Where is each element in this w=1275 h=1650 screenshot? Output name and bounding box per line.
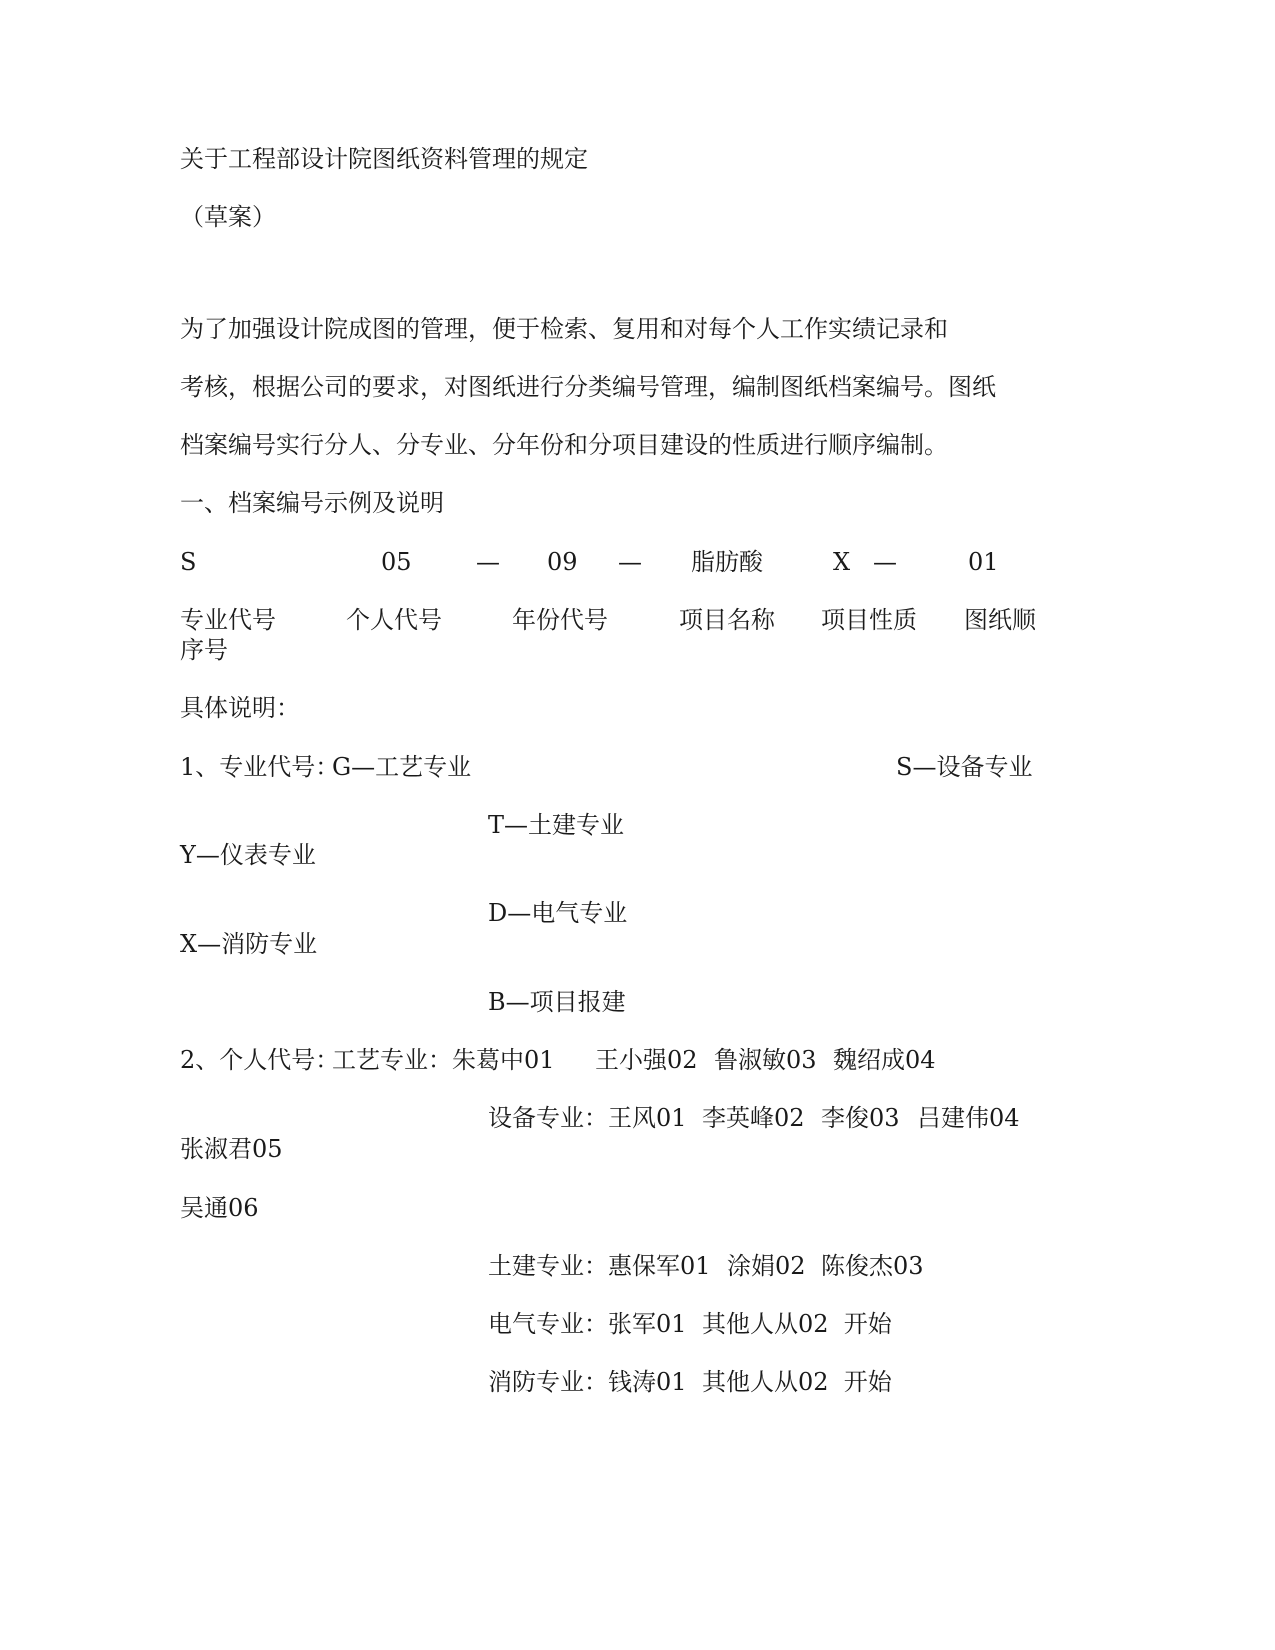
specialty-item-b: B—项目报建 [488,988,626,1016]
section1-heading: 一、档案编号示例及说明 [180,489,444,517]
intro-line-1: 为了加强设计院成图的管理，便于检索、复用和对每个人工作实绩记录和 [180,315,948,343]
specialty-prefix: 1、专业代号： [180,753,340,781]
process-person-2: 王小强02 [595,1046,698,1074]
personal-prefix: 2、个人代号： [180,1046,340,1074]
code-part-project: 脂肪酸 [691,548,763,576]
process-label: 工艺专业： [332,1046,452,1074]
code-label-year: 年份代号 [512,606,608,634]
civil-person-2: 涂娟02 [727,1252,806,1280]
electrical-person-1: 张军01 [608,1310,687,1338]
equipment-person-2: 李英峰02 [702,1104,805,1132]
code-part-person: 05 [381,548,412,576]
equipment-person-5: 张淑君05 [180,1135,283,1163]
electrical-others: 其他人从02 开始 [702,1310,892,1338]
civil-label: 土建专业： [488,1252,608,1280]
specialty-item-t: T—土建专业 [488,811,625,839]
equipment-person-4: 吕建伟04 [917,1104,1020,1132]
fire-others: 其他人从02 开始 [702,1368,892,1396]
document-subtitle: （草案） [180,203,276,231]
details-heading: 具体说明： [180,694,300,722]
document-title: 关于工程部设计院图纸资料管理的规定 [180,145,588,173]
intro-line-2: 考核，根据公司的要求，对图纸进行分类编号管理，编制图纸档案编号。图纸 [180,373,996,401]
code-label-specialty: 专业代号 [180,606,276,634]
specialty-item-g: G—工艺专业 [332,753,472,781]
code-part-nature: X [833,548,851,576]
code-label-seq-cont: 序号 [180,636,228,664]
equipment-label: 设备专业： [488,1104,608,1132]
electrical-label: 电气专业： [488,1310,608,1338]
specialty-item-s: S—设备专业 [896,753,1033,781]
code-label-nature: 项目性质 [821,606,917,634]
process-person-1: 朱葛中01 [452,1046,555,1074]
equipment-person-1: 王风01 [608,1104,687,1132]
code-label-project: 项目名称 [679,606,775,634]
civil-person-1: 惠保军01 [608,1252,711,1280]
specialty-item-y: Y—仪表专业 [180,841,316,869]
code-dash-2: — [618,548,642,576]
fire-label: 消防专业： [488,1368,608,1396]
intro-line-3: 档案编号实行分人、分专业、分年份和分项目建设的性质进行顺序编制。 [180,431,948,459]
process-person-3: 鲁淑敏03 [714,1046,817,1074]
code-part-specialty: S [180,548,197,576]
equipment-person-6: 吴通06 [180,1194,259,1222]
process-person-4: 魏绍成04 [833,1046,936,1074]
code-part-year: 09 [547,548,578,576]
code-label-seq: 图纸顺 [964,606,1036,634]
code-label-person: 个人代号 [346,606,442,634]
equipment-person-3: 李俊03 [821,1104,900,1132]
code-part-seq: 01 [968,548,999,576]
code-dash-1: — [476,548,500,576]
code-dash-3: — [873,548,897,576]
civil-person-3: 陈俊杰03 [821,1252,924,1280]
specialty-item-d: D—电气专业 [488,899,628,927]
fire-person-1: 钱涛01 [608,1368,687,1396]
specialty-item-x: X—消防专业 [180,930,318,958]
